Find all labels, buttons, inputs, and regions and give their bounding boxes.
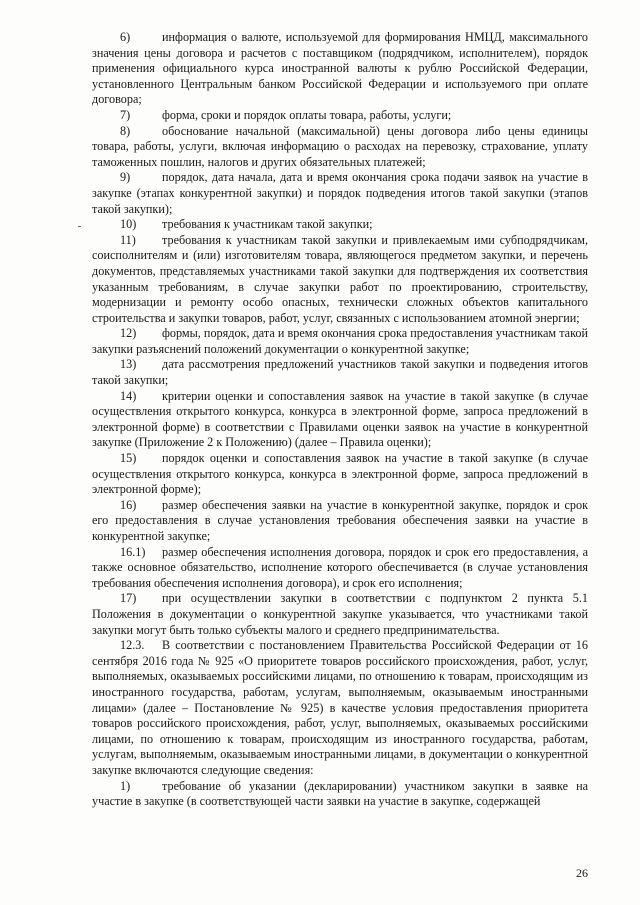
item-text: информация о валюте, используемой для формирования НМЦД, максимального значения цены договора и расчетов с поставщиком (подрядчиком, исполнителем), порядок применения официального курса иностранной валюты к рублю Российской Федерации, установленного Центральным банком Российской Федерации и используемого при оплате договора; — [92, 30, 588, 107]
item-number: 7) — [120, 107, 131, 122]
paragraph-15 — [92, 451, 588, 498]
item-text: размер обеспечения исполнения договора, порядок и срок его предоставления, а также основное обязательство, исполнение которого обеспечивается (в случае установления требования обеспечения исполнения договора), и срок его исполнения; — [92, 544, 588, 590]
item-text: требование об указании (декларировании) участником закупки в заявке на участие в закупке (в соответствующей части заявки на участие в закупке, содержащей — [92, 778, 588, 809]
item-number: 12) — [120, 326, 137, 341]
item-text: дата рассмотрения предложений участников такой закупки и подведения итогов такой закупки; — [92, 357, 588, 388]
item-number: 6) — [120, 30, 131, 44]
document-body — [92, 30, 588, 810]
subparagraph-1 — [92, 779, 588, 810]
paragraph-13 — [92, 357, 588, 388]
item-number: 17) — [120, 591, 137, 606]
section-12-3 — [92, 638, 588, 778]
section-number: 12.3. — [120, 638, 145, 653]
item-number: 10) — [120, 217, 137, 232]
item-number: 14) — [120, 388, 137, 403]
item-text: порядок, дата начала, дата и время окончания срока подачи заявок на участие в закупке (этапах конкурентной закупки) и порядок подведения итогов такой закупки (этапов такой закупки); — [92, 170, 588, 216]
item-text: при осуществлении закупки в соответствии с подпунктом 2 пункта 5.1 Положения в документации о конкурентной закупке указывается, что участниками такой закупки могут быть только субъекты малого и среднего предпринимательства. — [92, 591, 588, 637]
paragraph-10 — [92, 217, 588, 233]
item-text: критерии оценки и сопоставления заявок на участие в такой закупке (в случае осуществления открытого конкурса, конкурса в электронной форме, запроса предложений в электронной форме) в соответствии с Правилами оценки заявок на участие в конкурентной закупке (Приложение 2 к Положению) (далее – Правила оценки); — [92, 388, 588, 450]
paragraph-17 — [92, 591, 588, 638]
item-number: 13) — [120, 357, 137, 372]
item-text: обоснование начальной (максимальной) цены договора либо цены единицы товара, работы, услуги, включая информацию о расходах на перевозку, страхование, уплату таможенных пошлин, налогов и других обязательных платежей; — [92, 123, 588, 169]
page-number: 26 — [576, 866, 588, 880]
paragraph-11 — [92, 233, 588, 327]
paragraph-12 — [92, 326, 588, 357]
item-text: форма, сроки и порядок оплаты товара, работы, услуги; — [162, 107, 452, 122]
scan-artifact — [78, 226, 81, 227]
item-number: 1) — [120, 778, 131, 793]
item-number: 16.1) — [120, 544, 146, 559]
item-number: 8) — [120, 123, 131, 138]
item-number: 16) — [120, 497, 137, 512]
paragraph-8 — [92, 124, 588, 171]
item-text: порядок оценки и сопоставления заявок на участие в такой закупке (в случае осуществления открытого конкурса, конкурса в электронной форме, запроса предложений в электронной форме); — [92, 451, 588, 497]
item-number: 9) — [120, 170, 131, 185]
item-text: требования к участникам такой закупки; — [162, 217, 373, 232]
paragraph-9 — [92, 170, 588, 217]
paragraph-16-1 — [92, 545, 588, 592]
item-number: 15) — [120, 451, 137, 466]
paragraph-14 — [92, 389, 588, 451]
section-text: В соответствии с постановлением Правительства Российской Федерации от 16 сентября 2016 года № 925 «О приоритете товаров российского происхождения, работ, услуг, выполняемых, оказываемых российскими лицами, по отношению к товарам, происходящим из иностранного государства, работам, услугам, выполняемым, оказываемым иностранными лицами» (далее – Постановление № 925) в качестве условия предоставления приоритета товаров российского происхождения, работ, услуг, выполняемых, оказываемых российскими лицами, по отношению к товарам, происходящим из иностранного государства, работам, услугам, выполняемым, оказываемым иностранными лицами, в документации о конкурентной закупке включаются следующие сведения: — [92, 638, 588, 777]
paragraph-6 — [92, 30, 588, 108]
paragraph-16 — [92, 498, 588, 545]
item-text: формы, порядок, дата и время окончания срока предоставления участникам такой закупки разъяснений положений документации о конкурентной закупке; — [92, 326, 588, 356]
item-text: размер обеспечения заявки на участие в конкурентной закупке, порядок и срок его предоставления в случае установления требования обеспечения заявки на участие в конкурентной закупке; — [92, 497, 588, 543]
item-text: требования к участникам такой закупки и привлекаемым ими субподрядчикам, соисполнителям и (или) изготовителям товара, являющегося предметом закупки, и перечень документов, представляемых участниками такой закупки для подтверждения их соответствия указанным требованиям, в случае закупки работ по проектированию, строительству, модернизации и ремонту особо опасных, технически сложных объектов капитального строительства и закупки товаров, работ, услуг, связанных с использованием атомной энергии; — [92, 232, 588, 325]
item-number: 11) — [120, 232, 136, 247]
paragraph-7 — [92, 108, 588, 124]
